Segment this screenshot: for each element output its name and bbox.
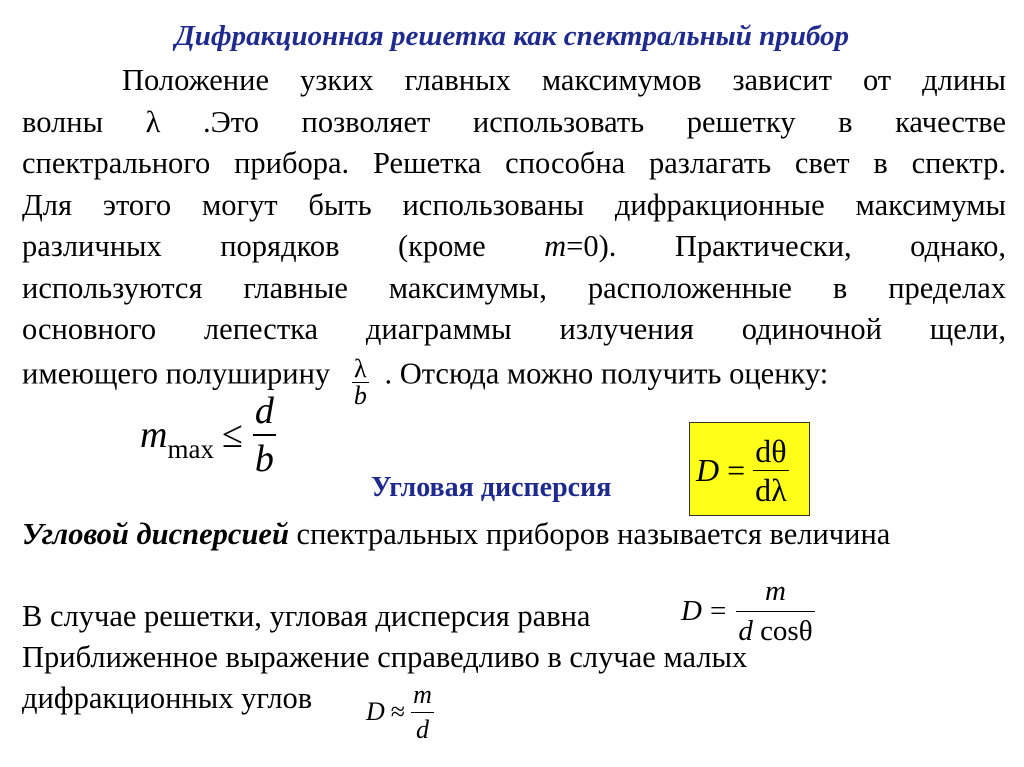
fraction-lambda-over-b bbox=[352, 356, 369, 409]
lambda-symbol: λ bbox=[145, 104, 161, 139]
main-paragraph bbox=[22, 60, 1006, 351]
text-fragment: различных порядков (кроме bbox=[22, 229, 486, 263]
fraction-denominator: b bbox=[254, 438, 274, 480]
equals-sign: = bbox=[709, 594, 727, 627]
leq-sign: ≤ bbox=[221, 414, 243, 456]
paragraph-line-2 bbox=[22, 102, 1006, 144]
variable-D: D bbox=[681, 594, 702, 627]
variable-d: d bbox=[738, 614, 753, 647]
text-fragment: =0). Практически, однако, bbox=[566, 229, 1006, 263]
definition-line bbox=[22, 514, 890, 556]
fraction-dtheta-over-dlambda bbox=[753, 432, 789, 508]
paragraph-line-1: Положение узких главных максимумов зависит от длины bbox=[122, 63, 1006, 97]
text-fragment: имеющего полуширину bbox=[22, 356, 331, 391]
fraction-m-over-dcos bbox=[736, 574, 814, 647]
fraction-denominator: d bbox=[415, 714, 429, 744]
variable-D: D bbox=[696, 451, 720, 488]
variable-D: D bbox=[366, 697, 385, 726]
fraction-bar bbox=[753, 470, 789, 471]
fraction-bar bbox=[736, 611, 814, 612]
fraction-numerator: d bbox=[254, 390, 274, 432]
paragraph-line-3: спектрального прибора. Решетка способна разлагать свет в спектр. bbox=[22, 146, 1006, 180]
term-angular-dispersion: Угловой дисперсией bbox=[22, 517, 289, 551]
grating-dispersion-line: В случае решетки, угловая дисперсия равна bbox=[22, 599, 591, 633]
formula-d-approx bbox=[366, 680, 434, 744]
variable-m: m bbox=[140, 414, 168, 456]
paragraph-line-6: используются главные максимумы, расположенные в пределах bbox=[22, 270, 1006, 305]
section-subtitle: Угловая дисперсия bbox=[371, 472, 612, 503]
text-fragment: спектральных приборов называется величина bbox=[296, 517, 891, 551]
highlighted-formula-box bbox=[689, 422, 810, 516]
approx-line-1: Приближенное выражение справедливо в случае малых bbox=[22, 640, 748, 674]
variable-m: m bbox=[544, 229, 567, 263]
fraction-numerator: dθ bbox=[755, 432, 787, 469]
approx-line-2: дифракционных углов bbox=[22, 681, 313, 715]
paragraph-line-7: основного лепестка диаграммы излучения одиночной щели, bbox=[22, 312, 1006, 346]
fraction-denominator: b bbox=[353, 381, 367, 410]
fraction-bar bbox=[253, 434, 276, 436]
fraction-denominator: dλ bbox=[755, 471, 787, 508]
fraction-bar bbox=[411, 712, 434, 713]
fraction-d-over-b bbox=[253, 392, 276, 478]
slide-title: Дифракционная решетка как спектральный прибор bbox=[174, 20, 850, 52]
text-fragment: . Отсюда можно получить оценку: bbox=[384, 356, 829, 391]
fraction-numerator: λ bbox=[354, 354, 367, 383]
fraction-m-over-d bbox=[411, 679, 434, 744]
paragraph-line-5 bbox=[22, 226, 1006, 268]
formula-d-definition bbox=[696, 431, 789, 509]
approx-sign: ≈ bbox=[390, 697, 406, 726]
paragraph-line-4: Для этого могут быть использованы дифракционные максимумы bbox=[22, 187, 1006, 222]
formula-mmax bbox=[140, 392, 276, 478]
fraction-denominator bbox=[736, 614, 814, 647]
cos-theta: cosθ bbox=[760, 614, 813, 647]
fraction-numerator: m bbox=[413, 679, 432, 709]
text-fragment bbox=[544, 229, 1006, 263]
fraction-numerator: m bbox=[764, 574, 786, 607]
text-fragment: волны bbox=[22, 104, 104, 139]
equals-sign: = bbox=[727, 451, 746, 488]
subscript-max: max bbox=[167, 433, 214, 464]
text-fragment: .Это позволяет использовать решетку в качестве bbox=[203, 104, 1006, 139]
